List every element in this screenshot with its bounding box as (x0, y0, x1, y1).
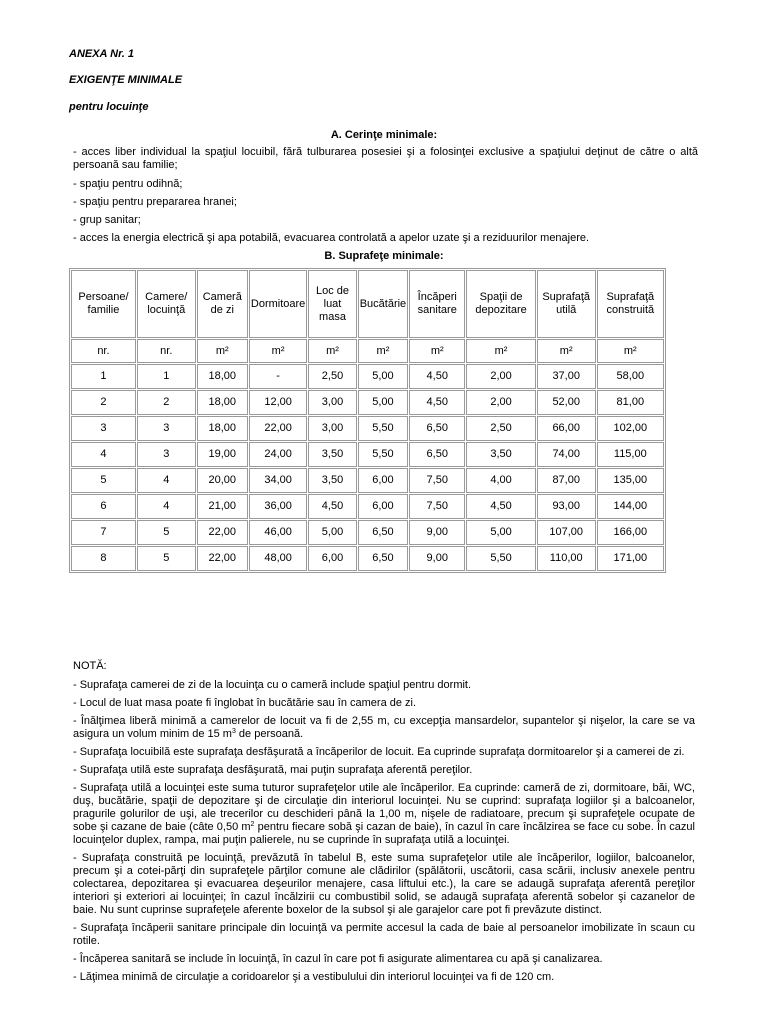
note-item: - Lăţimea minimă de circulaţie a coridoarelor şi a vestibulului din interiorul locuinţei va fi de 120 cm. (73, 971, 555, 983)
table-cell: 2,00 (466, 390, 535, 415)
unit-cell: m² (409, 339, 465, 363)
unit-cell: m² (249, 339, 307, 363)
table-cell: 2,50 (466, 416, 535, 441)
table-cell: 18,00 (197, 364, 248, 389)
table-cell: 5 (71, 468, 136, 493)
note-item: - Suprafaţa camerei de zi de la locuinţa cu o cameră include spaţiul pentru dormit. (73, 679, 472, 691)
section-b-title: B. Suprafeţe minimale: (324, 250, 444, 262)
unit-cell: nr. (137, 339, 196, 363)
column-header: Bucătărie (358, 270, 408, 338)
table-cell: 5,50 (358, 416, 408, 441)
note-superscript: 2 (250, 821, 255, 828)
table-cell: 3 (137, 442, 196, 467)
column-header: Dormitoare (249, 270, 307, 338)
table-cell: 87,00 (537, 468, 596, 493)
table-cell: 3,50 (466, 442, 535, 467)
note-item (73, 782, 695, 847)
table-cell: 171,00 (597, 546, 664, 571)
annex-number: ANEXA Nr. 1 (69, 48, 135, 60)
table-cell: 36,00 (249, 494, 307, 519)
table-row (71, 494, 664, 519)
requirement-item: - grup sanitar; (73, 214, 141, 226)
unit-cell: m² (358, 339, 408, 363)
note-item: - Locul de luat masa poate fi înglobat în bucătărie sau în camera de zi. (73, 697, 417, 709)
table-cell: 6 (71, 494, 136, 519)
table-cell: 3 (71, 416, 136, 441)
table-cell: 9,00 (409, 520, 465, 545)
table-cell: 37,00 (537, 364, 596, 389)
table-cell: 2 (137, 390, 196, 415)
table-cell: 7 (71, 520, 136, 545)
table-units-row (71, 339, 664, 363)
column-header: Suprafaţă utilă (537, 270, 596, 338)
table-cell: 46,00 (249, 520, 307, 545)
table-header-row (71, 270, 664, 338)
table-cell: 81,00 (597, 390, 664, 415)
note-text: de persoană. (235, 728, 304, 740)
column-header: Camere/ locuinţă (137, 270, 196, 338)
table-cell: 4,50 (466, 494, 535, 519)
table-cell: 93,00 (537, 494, 596, 519)
table-cell: 22,00 (197, 546, 248, 571)
column-header: Încăperi sanitare (409, 270, 465, 338)
requirement-item: - spaţiu pentru odihnă; (73, 178, 183, 190)
note-item (73, 715, 695, 741)
table-cell: 6,00 (308, 546, 356, 571)
table-cell: 18,00 (197, 390, 248, 415)
table-cell: 5,00 (358, 364, 408, 389)
table-cell: 102,00 (597, 416, 664, 441)
notes-section (73, 660, 695, 984)
table-cell: 5,50 (466, 546, 535, 571)
column-header: Persoane/ familie (71, 270, 136, 338)
table-row (71, 442, 664, 467)
document-subtitle: pentru locuinţe (69, 101, 149, 113)
table-cell: 3,50 (308, 442, 356, 467)
table-cell: 5,00 (466, 520, 535, 545)
table-cell: 20,00 (197, 468, 248, 493)
note-item: - Încăperea sanitară se include în locuinţă, în cazul în care pot fi asigurate alimentarea cu apă şi canalizarea. (73, 953, 603, 965)
table-cell: 12,00 (249, 390, 307, 415)
column-header: Suprafaţă construită (597, 270, 664, 338)
unit-cell: m² (466, 339, 535, 363)
table-cell: 107,00 (537, 520, 596, 545)
table-cell: 4,50 (308, 494, 356, 519)
table-cell: 7,50 (409, 468, 465, 493)
table-cell: 144,00 (597, 494, 664, 519)
table-cell: 4 (71, 442, 136, 467)
table-row (71, 546, 664, 571)
surfaces-table (69, 268, 666, 573)
table-cell: 4,50 (409, 390, 465, 415)
note-label: NOTĂ: (73, 660, 107, 672)
table-cell: 115,00 (597, 442, 664, 467)
table-row (71, 520, 664, 545)
table-cell: 24,00 (249, 442, 307, 467)
unit-cell: m² (308, 339, 356, 363)
unit-cell: nr. (71, 339, 136, 363)
table-cell: 19,00 (197, 442, 248, 467)
table-cell: 4 (137, 494, 196, 519)
table-cell: 74,00 (537, 442, 596, 467)
table-cell: 22,00 (197, 520, 248, 545)
note-superscript: 3 (231, 728, 236, 735)
table-cell: - (249, 364, 307, 389)
table-cell: 22,00 (249, 416, 307, 441)
table-cell: 2 (71, 390, 136, 415)
table-cell: 21,00 (197, 494, 248, 519)
table-cell: 3,00 (308, 416, 356, 441)
table-row (71, 390, 664, 415)
note-item: - Suprafaţa construită pe locuinţă, prevăzută în tabelul B, este suma suprafeţelor utile ale încăperilor, logiilor, balcoanelor, precum şi a cotei-părţi din suprafeţele părţilor comune ale clădirilor (spălătorii, uscătorii, casa scării, inclusiv anexele pentru colectarea, depozitarea şi evacuarea deşeurilor menajere, casa liftului etc.), la care se adaugă suprafaţa aferentă pereţilor interiori şi exteriori ai locuinţei; în cazul încălzirii cu combustibil solid, se adaugă suprafaţa aferentă sobelor şi cazanelor de baie. Nu sunt cuprinse suprafeţele aferente boxelor de la subsol şi ale garajelor care pot fi prevăzute distinct. (73, 852, 695, 916)
table-row (71, 364, 664, 389)
note-item: - Suprafaţa încăperii sanitare principale din locuinţă va permite accesul la cada de baie al persoanelor imobilizate în scaun cu rotile. (73, 922, 695, 947)
table-cell: 166,00 (597, 520, 664, 545)
table-cell: 6,50 (409, 416, 465, 441)
note-text: pentru fiecare sobă şi cazan de baie), în cazul în care încălzirea se face cu sobe. În cazul locuinţelor duplex, rampa, mai puţin palierele, nu se cuprinde în suprafaţa utilă a locuinţei. (73, 821, 695, 846)
table-cell: 4 (137, 468, 196, 493)
table-cell: 58,00 (597, 364, 664, 389)
surfaces-table-body (71, 270, 664, 571)
table-cell: 6,50 (358, 520, 408, 545)
table-cell: 7,50 (409, 494, 465, 519)
section-a-title: A. Cerinţe minimale: (330, 129, 438, 141)
unit-cell: m² (197, 339, 248, 363)
table-cell: 6,50 (409, 442, 465, 467)
table-cell: 6,50 (358, 546, 408, 571)
table-cell: 66,00 (537, 416, 596, 441)
table-cell: 1 (71, 364, 136, 389)
table-cell: 1 (137, 364, 196, 389)
table-cell: 6,00 (358, 494, 408, 519)
table-cell: 5,50 (358, 442, 408, 467)
column-header: Spaţii de depozitare (466, 270, 535, 338)
column-header: Loc de luat masa (308, 270, 356, 338)
table-cell: 34,00 (249, 468, 307, 493)
requirement-item: - spaţiu pentru prepararea hranei; (73, 196, 237, 208)
column-header: Cameră de zi (197, 270, 248, 338)
table-cell: 48,00 (249, 546, 307, 571)
note-item: - Suprafaţa locuibilă este suprafaţa desfăşurată a încăperilor de locuit. Ea cuprinde suprafaţa dormitoarelor şi a camerei de zi. (73, 746, 685, 758)
table-cell: 5,00 (308, 520, 356, 545)
table-cell: 6,00 (358, 468, 408, 493)
table-cell: 5,00 (358, 390, 408, 415)
table-cell: 4,00 (466, 468, 535, 493)
table-cell: 5 (137, 546, 196, 571)
table-cell: 110,00 (537, 546, 596, 571)
table-cell: 5 (137, 520, 196, 545)
table-cell: 2,00 (466, 364, 535, 389)
table-cell: 3,00 (308, 390, 356, 415)
requirement-item: - acces la energia electrică şi apa potabilă, evacuarea controlată a apelor uzate şi a reziduurilor menajere. (73, 232, 590, 244)
table-cell: 52,00 (537, 390, 596, 415)
table-cell: 3 (137, 416, 196, 441)
table-cell: 4,50 (409, 364, 465, 389)
requirement-item: - acces liber individual la spaţiul locuibil, fără tulburarea posesiei şi a folosinţei exclusive a spaţiului deţinut de către o altă persoană sau familie; (73, 146, 698, 171)
table-cell: 8 (71, 546, 136, 571)
table-cell: 9,00 (409, 546, 465, 571)
unit-cell: m² (597, 339, 664, 363)
table-row (71, 468, 664, 493)
table-cell: 18,00 (197, 416, 248, 441)
table-cell: 3,50 (308, 468, 356, 493)
note-text: - Suprafaţa utilă a locuinţei este suma tuturor suprafeţelor utile ale încăperilor. Ea cuprinde: cameră de zi, dormitoare, băi, WC, duş, bucătărie, spaţii de depozitare şi de circulaţie din interiorul locuinţei. Nu se cuprind: suprafaţa logiilor şi a balcoanelor, pragurile golurilor de uşi, ale trecerilor cu deschideri până la 1,00 m, nişele de radiatoare, precum şi suprafeţele ocupate de sobe şi cazane de baie (câte 0,50 m (73, 782, 695, 833)
note-item: - Suprafaţa utilă este suprafaţa desfăşurată, mai puţin suprafaţa aferentă pereţilor. (73, 764, 473, 776)
unit-cell: m² (537, 339, 596, 363)
table-row (71, 416, 664, 441)
note-text: - Înălţimea liberă minimă a camerelor de locuit va fi de 2,55 m, cu excepţia mansardelor, supantelor şi nişelor, la care se va asigura un volum minim de 15 m (73, 715, 695, 740)
table-cell: 135,00 (597, 468, 664, 493)
document-title: EXIGENŢE MINIMALE (69, 74, 183, 86)
table-cell: 2,50 (308, 364, 356, 389)
